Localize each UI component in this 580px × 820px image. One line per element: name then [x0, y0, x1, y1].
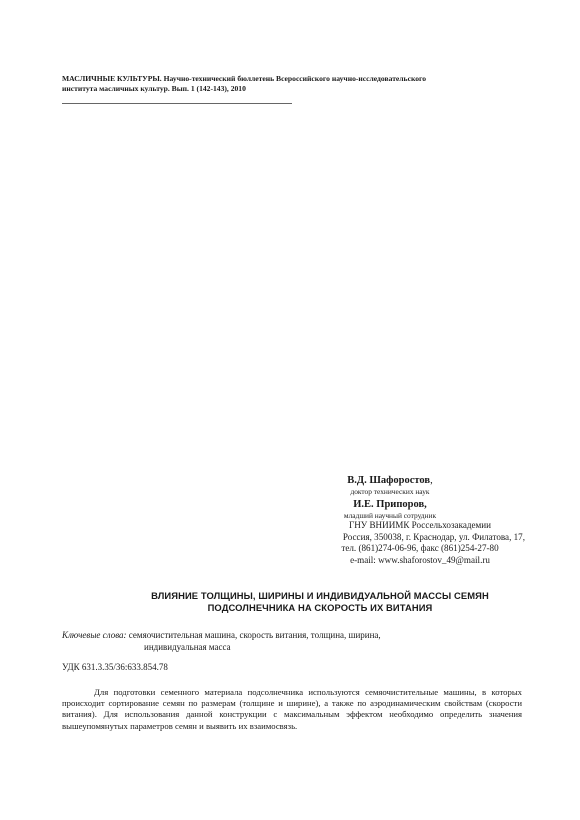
journal-header-line-1: МАСЛИЧНЫЕ КУЛЬТУРЫ. Научно-технический бюллетень Всероссийского научно-исследовательского	[62, 74, 427, 83]
authors-block	[300, 474, 480, 522]
udc-code: УДК 631.3.35/36:633.854.78	[62, 662, 168, 672]
keywords-text-2: индивидуальная масса	[144, 641, 231, 652]
journal-header-line-2: института масличных культур. Вып. 1 (142-143), 2010	[62, 84, 246, 93]
affiliation-line-3: тел. (861)274-06-96, факс (861)254-27-80	[341, 543, 499, 554]
body-paragraph	[62, 687, 522, 732]
affiliation-block	[295, 520, 525, 566]
keywords-text-1: семяочистительная машина, скорость витания, толщина, ширина,	[126, 630, 381, 640]
affiliation-email: e-mail: www.shaforostov_49@mail.ru	[350, 554, 490, 565]
keywords-block	[62, 630, 532, 653]
journal-header	[62, 74, 522, 94]
article-title-line-2: ПОДСОЛНЕЧНИКА НА СКОРОСТЬ ИХ ВИТАНИЯ	[207, 601, 433, 613]
author-2-name: И.Е. Припоров,	[353, 499, 427, 510]
article-title	[100, 590, 540, 613]
author-1-title: доктор технических наук	[350, 487, 430, 496]
keywords-label: Ключевые слова:	[62, 630, 127, 640]
header-divider	[62, 103, 292, 104]
body-paragraph-text: Для подготовки семенного материала подсолнечника используются семяочистительные машины, в которых происходит сортирование семян по размерам (толщине и ширине), а также по аэродинамическим свойствам (скорости витания). Для использования данной конструкции с максимальным эффектом необходимо определить значения вышеупомянутых параметров семян и выявить их взаимосвязь.	[62, 687, 522, 731]
author-2-title: младший научный сотрудник	[343, 511, 437, 520]
article-title-line-1: ВЛИЯНИЕ ТОЛЩИНЫ, ШИРИНЫ И ИНДИВИДУАЛЬНОЙ МАССЫ СЕМЯН	[151, 590, 489, 601]
affiliation-line-2: Россия, 350038, г. Краснодар, ул. Филатова, 17,	[342, 531, 525, 542]
affiliation-line-1: ГНУ ВНИИМК Россельхозакадемии	[348, 520, 492, 530]
author-1-name: В.Д. Шафоростов,	[347, 475, 433, 486]
